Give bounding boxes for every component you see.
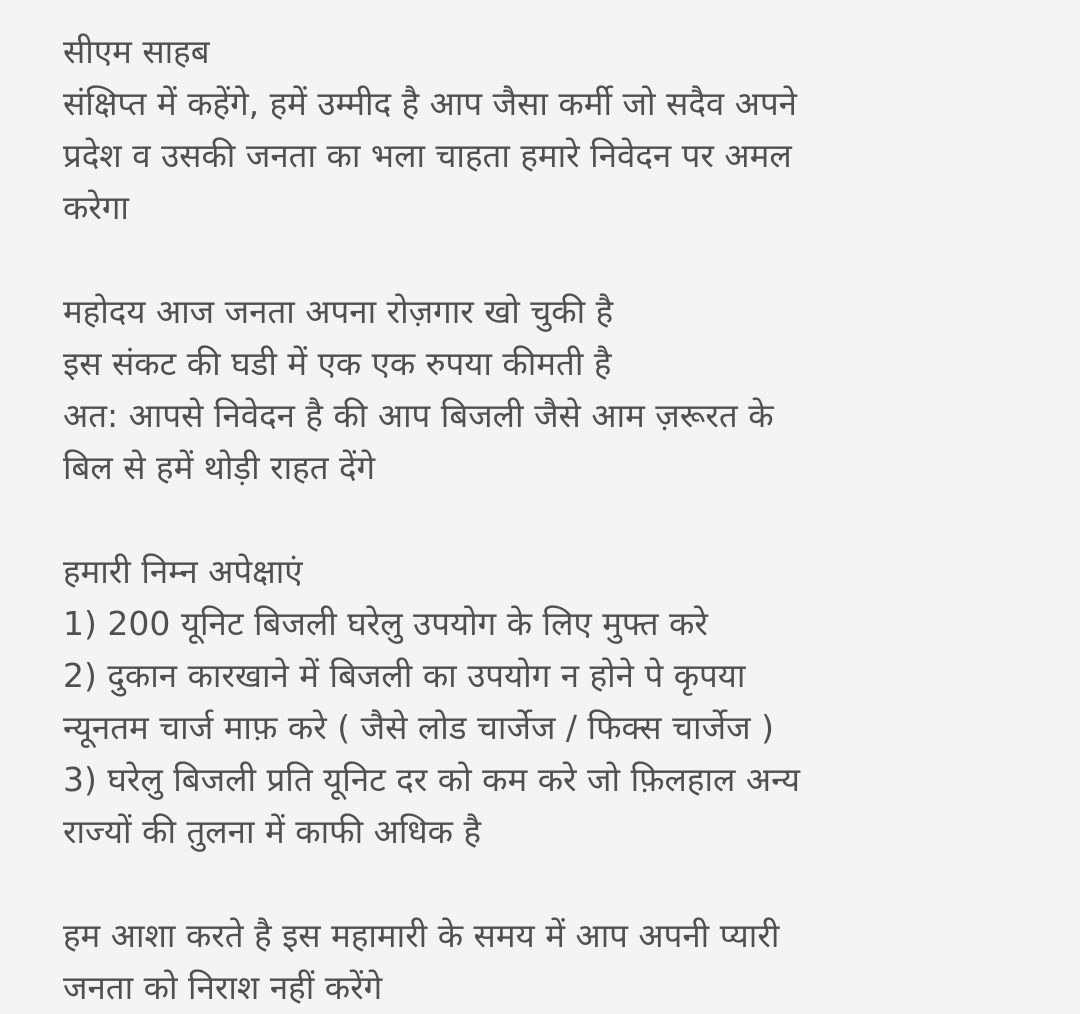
text-line: संक्षिप्त में कहेंगे, हमें उम्मीद है आप जैसा कर्मी जो सदैव अपने [63, 84, 798, 123]
demand-item: 1) 200 यूनिट बिजली घरेलु उपयोग के लिए मुफ्त करे [63, 604, 708, 643]
text-line: अत: आपसे निवेदन है की आप बिजली जैसे आम ज़रूरत के [63, 396, 774, 435]
demand-item: 3) घरेलु बिजली प्रति यूनिट दर को कम करे जो फ़िलहाल अन्य [63, 760, 800, 799]
paragraph-request [63, 286, 1040, 494]
text-line: जनता को निराश नहीं करेंगे [63, 968, 383, 1007]
demand-item-continued: न्यूनतम चार्ज माफ़ करे ( जैसे लोड चार्जेज / फिक्स चार्जेज ) [63, 708, 774, 747]
text-line: प्रदेश व उसकी जनता का भला चाहता हमारे निवेदन पर अमल [63, 136, 792, 175]
greeting [63, 26, 1040, 78]
text-line: करेगा [63, 188, 129, 227]
demands-heading: हमारी निम्न अपेक्षाएं [63, 552, 303, 591]
demand-item: 2) दुकान कारखाने में बिजली का उपयोग न होने पे कृपया [63, 656, 746, 695]
demand-item-continued: राज्यों की तुलना में काफी अधिक है [63, 812, 482, 851]
paragraph-spacer [63, 858, 1040, 910]
paragraph-demands [63, 546, 1040, 858]
text-line: हम आशा करते है इस महामारी के समय में आप अपनी प्यारी [63, 916, 780, 955]
text-line: इस संकट की घडी में एक एक रुपया कीमती है [63, 344, 612, 383]
text-line: महोदय आज जनता अपना रोज़गार खो चुकी है [63, 292, 614, 331]
paragraph-intro [63, 78, 1040, 234]
text-line: बिल से हमें थोड़ी राहत देंगे [63, 448, 376, 487]
greeting-line: सीएम साहब [63, 32, 210, 71]
paragraph-spacer [63, 494, 1040, 546]
paragraph-closing [63, 910, 1040, 1014]
paragraph-spacer [63, 234, 1040, 286]
